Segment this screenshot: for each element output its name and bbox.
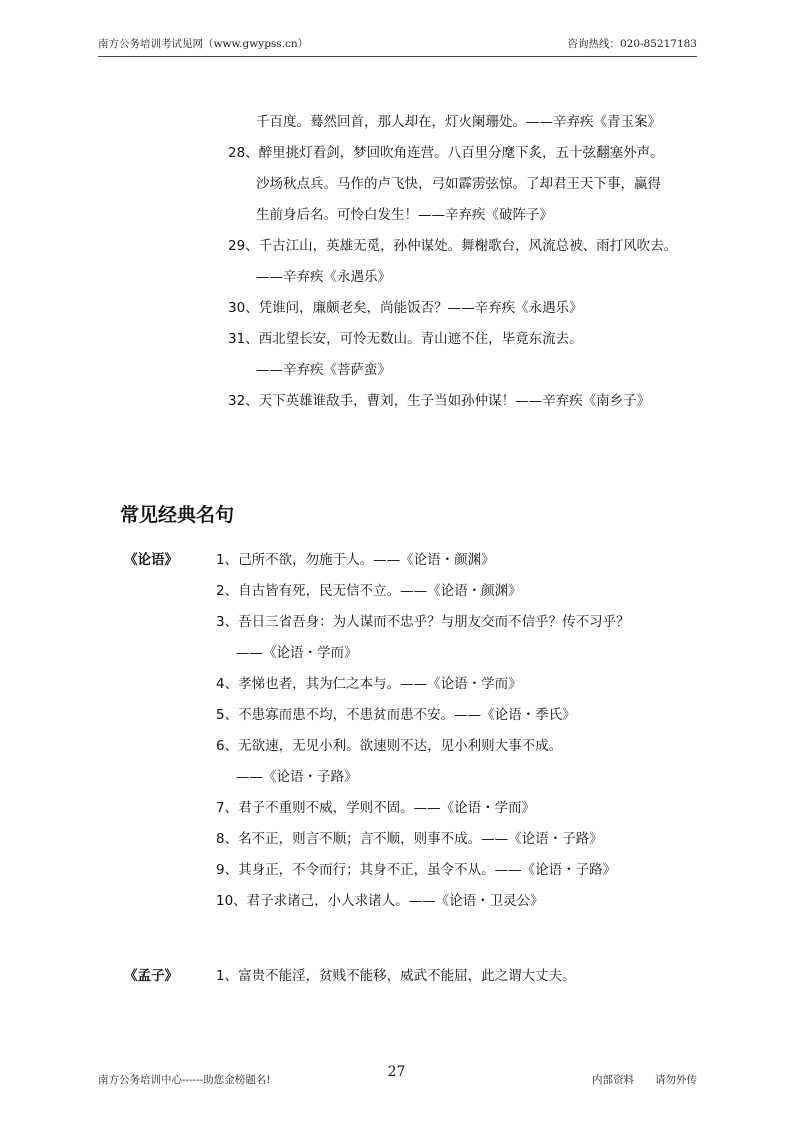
quote-line: 3、吾日三省吾身：为人谋而不忠乎？与朋友交而不信乎？传不习乎？ (216, 614, 630, 630)
header-divider (98, 56, 697, 57)
quote-line: 5、不患寡而患不均，不患贫而患不安。——《论语・季氏》 (216, 707, 576, 723)
section-title: 常见经典名句 (120, 504, 235, 526)
poem-line: 沙场秋点兵。马作的卢飞快，弓如霹雳弦惊。了却君王天下事，赢得 (256, 176, 661, 192)
poem-line: 31、西北望长安，可怜无数山。青山遮不住，毕竟东流去。 (228, 331, 583, 347)
footer-notice: 内部资料 请勿外传 (592, 1074, 697, 1086)
quote-line: 4、孝悌也者，其为仁之本与。——《论语・学而》 (216, 676, 522, 692)
quote-line: 1、富贵不能淫，贫贱不能移，威武不能屈，此之谓大丈夫。 (216, 968, 576, 984)
poem-line: 28、醉里挑灯看剑，梦回吹角连营。八百里分麾下炙，五十弦翻塞外声。 (228, 145, 664, 161)
quote-line: 8、名不正，则言不顺；言不顺，则事不成。——《论语・子路》 (216, 831, 603, 847)
mengzi-label: 《孟子》 (124, 968, 178, 984)
quote-line: 7、君子不重则不威，学则不固。——《论语・学而》 (216, 800, 536, 816)
poem-line: 30、凭谁问，廉颇老矣，尚能饭否？——辛弃疾《永遇乐》 (228, 300, 583, 316)
quote-line: 10、君子求诸己，小人求诸人。——《论语・卫灵公》 (216, 893, 544, 909)
page-number: 27 (387, 1064, 406, 1080)
poem-line: 32、天下英雄谁敌手，曹刘，生子当如孙仲谋！——辛弃疾《南乡子》 (228, 393, 651, 409)
header-hotline: 咨询热线：020-85217183 (567, 38, 697, 50)
quote-line: ——《论语・学而》 (236, 645, 358, 661)
header-site-name: 南方公务培训考试见网（www.gwypss.cn） (98, 38, 309, 50)
footer-slogan: 南方公务培训中心------助您金榜题名! (98, 1074, 271, 1086)
quote-line: 9、其身正，不令而行；其身不正，虽令不从。——《论语・子路》 (216, 862, 617, 878)
quote-line: 6、无欲速，无见小利。欲速则不达，见小利则大事不成。 (216, 738, 563, 754)
poem-line: 生前身后名。可怜白发生！——辛弃疾《破阵子》 (256, 207, 553, 223)
lunyu-label: 《论语》 (124, 552, 178, 568)
poem-line: ——辛弃疾《菩萨蛮》 (256, 362, 391, 378)
poem-line: 29、千古江山，英雄无觅，孙仲谋处。舞榭歌台，风流总被、雨打风吹去。 (228, 238, 678, 254)
quote-line: 1、己所不欲，勿施于人。——《论语・颜渊》 (216, 552, 495, 568)
poem-line: ——辛弃疾《永遇乐》 (256, 269, 391, 285)
quote-line: 2、自古皆有死，民无信不立。——《论语・颜渊》 (216, 583, 522, 599)
quote-line: ——《论语・子路》 (236, 769, 358, 785)
page-header (98, 36, 697, 52)
poem-line: 千百度。蓦然回首，那人却在，灯火阑珊处。——辛弃疾《青玉案》 (256, 114, 661, 130)
